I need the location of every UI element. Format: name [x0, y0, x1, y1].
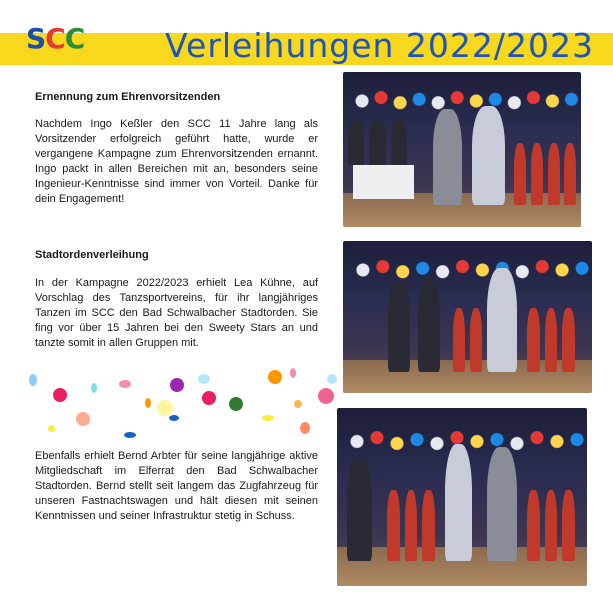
- confetti-dot: [119, 380, 131, 388]
- page-title: Verleihungen 2022/2023: [165, 26, 595, 65]
- confetti-dot: [53, 388, 67, 402]
- confetti-dot: [76, 412, 90, 426]
- photo-stadtorden-bernd: [337, 408, 587, 586]
- confetti-dot: [202, 391, 216, 405]
- confetti-dot: [157, 400, 173, 416]
- confetti-dot: [268, 370, 282, 384]
- section-text-arbter: Ebenfalls erhielt Bernd Arbter für seine langjährige aktive Mitgliedschaft im Elferrat den Bad Schwalbacher Stadtorden. Bernd stellt seit langem das Zugfahrzeug für unseren Fastnachtswagen und hält diesen mit seinen Kenntnissen und seiner Infrastruktur stetig in Schuss.: [35, 450, 318, 522]
- confetti-dot: [145, 398, 151, 408]
- confetti-dot: [198, 374, 210, 384]
- section-title-stadtorden: Stadtordenverleihung: [35, 249, 149, 261]
- confetti-dot: [300, 422, 310, 434]
- confetti-dot: [318, 388, 334, 404]
- confetti-dot: [29, 374, 37, 386]
- confetti-dot: [327, 374, 337, 384]
- confetti-dot: [91, 383, 97, 393]
- confetti-dot: [124, 432, 136, 438]
- confetti-dot: [169, 415, 179, 421]
- confetti-dot: [229, 397, 243, 411]
- photo-stadtorden-lea: [343, 241, 592, 393]
- photo-ehrenvorsitz: [343, 72, 581, 227]
- confetti-dot: [262, 415, 274, 421]
- confetti-dot: [294, 400, 302, 408]
- section-text-stadtorden: In der Kampagne 2022/2023 erhielt Lea Kühne, auf Vorschlag des Tanzsportvereins, für ihr langjähriges Tanzen im SCC den Bad Schwalbacher Stadtorden. Sie fing vor über 15 Jahren bei den Sweety Stars an und tanzte somit in allen Gruppen mit.: [35, 277, 318, 349]
- confetti-dot: [170, 378, 184, 392]
- confetti-dot: [290, 368, 296, 378]
- confetti-dot: [48, 425, 55, 432]
- section-text-ehrenvorsitz: Nachdem Ingo Keßler den SCC 11 Jahre lang als Vorsitzender erfolgreich geführt hatte, wurde er vergangene Kampagne zum Ehrenvorsitzenden ernannt. Ingo packt in allen Bereichen mit an, besonders seine Ingenieur-Kenntnisse sind immer von Vorteil. Danke für dein Engagement!: [35, 118, 318, 205]
- section-title-ehrenvorsitz: Ernennung zum Ehrenvorsitzenden: [35, 91, 221, 103]
- scc-logo: SCC: [26, 22, 85, 55]
